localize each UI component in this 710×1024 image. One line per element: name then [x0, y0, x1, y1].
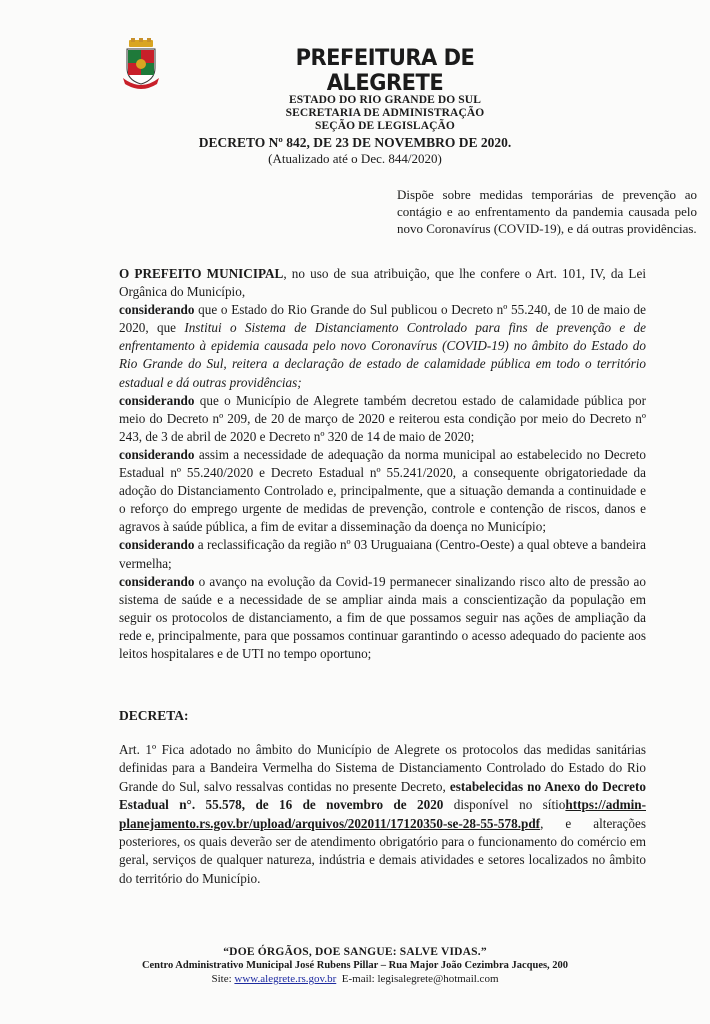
footer-address: Centro Administrativo Municipal José Rubens Pillar – Rua Major João Cezimbra Jacques, 200 [141, 960, 569, 971]
email-text: E-mail: legisalegrete@hotmail.com [336, 973, 499, 985]
decree-update-note: (Atualizado até o Dec. 844/2020) [268, 151, 442, 166]
letterhead-title: PREFEITURA DE ALEGRETE [295, 44, 475, 96]
letterhead-section: SEÇÃO DE LEGISLAÇÃO [315, 120, 455, 132]
clause-text: a reclassificação da região nº 03 Uruguaiana (Centro-Oeste) a qual obteve a bandeira vermelha; [119, 537, 646, 571]
article-text: Art. 1º Fica adotado no âmbito do Município de Alegrete os protocolos das medidas sanitárias definidas para a Bandeira Vermelha do Sistema de Distanciamento Controlado do Estado do Rio Grande do Sul, salvo ressalvas contidas no presente Decreto, [119, 742, 646, 794]
whereas-clause-5 [119, 573, 646, 663]
page-footer [0, 945, 710, 986]
whereas-keyword: considerando [119, 573, 195, 589]
preamble-opening [119, 265, 646, 301]
letterhead-department: SECRETARIA DE ADMINISTRAÇÃO [285, 107, 485, 119]
footer-motto: “DOE ÓRGÃOS, DOE SANGUE: SALVE VIDAS.” [223, 946, 487, 958]
decreta-heading: DECRETA: [119, 708, 189, 723]
mayor-label: O PREFEITO MUNICIPAL [119, 266, 284, 281]
clause-text: que o Estado do Rio Grande do Sul publicou o Decreto nº 55.240, de 10 de maio de 2020, que [119, 302, 646, 336]
whereas-keyword: considerando [119, 537, 195, 553]
municipal-coat-of-arms-icon [120, 38, 162, 90]
decree-summary: Dispõe sobre medidas temporárias de prevenção ao contágio e ao enfrentamento da pandemia causada pelo novo Coronavírus (COVID-19), e dá outras providências. [397, 187, 697, 236]
article-1 [119, 741, 646, 888]
whereas-keyword: considerando [119, 302, 195, 318]
footer-contact [0, 972, 710, 986]
site-label: Site: [211, 973, 235, 985]
preamble [119, 265, 646, 663]
letterhead-state: ESTADO DO RIO GRANDE DO SUL [289, 94, 481, 106]
clause-text: o avanço na evolução da Covid-19 permanecer sinalizando risco alto de pressão ao sistema de saúde e a necessidade de se ampliar ainda mais a conscientização da população em seguir os protocolos de distanciamento, a fim de que possamos seguir nas ações de ampliação da rede e, principalmente, para que possamos continuar garantindo o acesso adequado do paciente aos leitos hospitalares e de UTI no tempo oportuno; [119, 573, 646, 661]
site-link[interactable]: www.alegrete.rs.gov.br [234, 973, 337, 985]
whereas-clause-3 [119, 446, 646, 536]
clause-text: assim a necessidade de adequação da norma municipal ao estabelecido no Decreto Estadual nº 55.240/2020 e Decreto Estadual nº 55.241/2020, a consequente obrigatoriedade da adoção do Distanciamento Controlado e, principalmente, que a situação demanda a continuidade e o reforço do emprego urgente de medidas de prevenção, controle e contenção de riscos, danos e agravos à saúde pública, a fim de evitar a disseminação da doença no Município; [119, 446, 646, 535]
whereas-clause-4 [119, 536, 646, 572]
whereas-clause-2 [119, 392, 646, 446]
article-text: , e alterações posteriores, os quais deverão ser de atendimento obrigatório para o funcionamento do comércio em geral, serviços de qualquer natureza, indústria e demais atividades e setores localizados no âmbito do território do Município. [119, 815, 646, 886]
article-text: disponível no sítio [443, 797, 566, 813]
decree-title: DECRETO Nº 842, DE 23 DE NOVEMBRO DE 2020. [198, 135, 512, 150]
whereas-keyword: considerando [119, 392, 195, 408]
clause-text: que o Município de Alegrete também decretou estado de calamidade pública por meio do Decreto nº 209, de 20 de março de 2020 e reiterou esta condição por meio do Decreto nº 243, de 3 de abril de 2020 e Decreto nº 320 de 14 de maio de 2020; [119, 392, 646, 444]
article-reference: estabelecidas no Anexo do Decreto Estadual n°. 55.578, de 16 de novembro de 2020 [119, 778, 646, 813]
annex-pdf-link-text: https://admin-planejamento.rs.gov.br/upload/arquivos/202011/17120350-se-28-55-578.pdf [119, 797, 646, 831]
quoted-decree-text: Institui o Sistema de Distanciamento Controlado para fins de prevenção e de enfrentamento à epidemia causada pelo novo Coronavírus (COVID-19) no âmbito do Estado do Rio Grande do Sul, reitera a declaração de estado de calamidade pública em todo o território estadual e dá outras providências; [119, 320, 646, 390]
letterhead [260, 46, 510, 133]
whereas-clause-1 [119, 301, 646, 391]
opening-text: , no uso de sua atribuição, que lhe confere o Art. 101, IV, da Lei Orgânica do Município, [119, 266, 646, 300]
whereas-keyword: considerando [119, 446, 195, 462]
